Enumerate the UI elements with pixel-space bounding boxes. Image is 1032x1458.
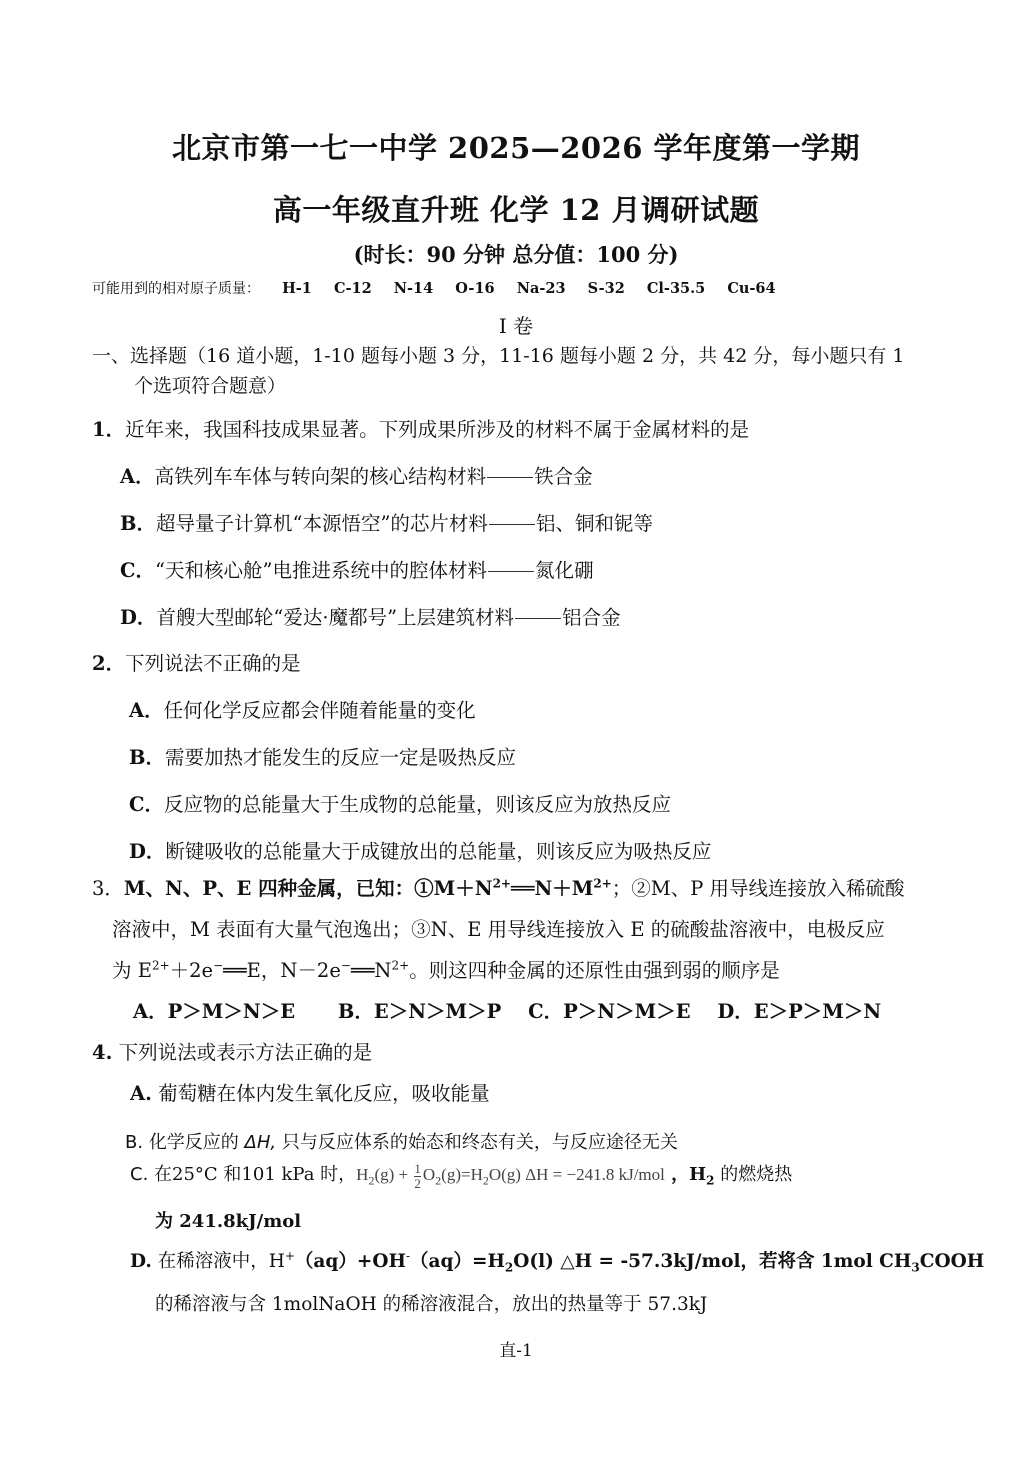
atomic-mass-label: 可能用到的相对原子质量： bbox=[92, 281, 260, 297]
question-number: 1． bbox=[92, 418, 126, 441]
q3-option-c: C．P＞N＞M＞E bbox=[528, 1000, 691, 1023]
dash-line bbox=[488, 571, 534, 572]
q2-option-c: C．反应物的总能量大于生成物的总能量，则该反应为放热反应 bbox=[129, 793, 672, 816]
question-4 bbox=[92, 1037, 372, 1065]
question-3-line2: 溶液中，M 表面有大量气泡逸出；③N、E 用导线连接放入 E 的硫酸盐溶液中，电极反应 bbox=[112, 918, 885, 941]
dash-line bbox=[487, 477, 533, 478]
exam-title-line1: 北京市第一七一中学 2025—2026 学年度第一学期 bbox=[171, 131, 861, 165]
q2-option-d: D．断键吸收的总能量大于成键放出的总能量，则该反应为吸热反应 bbox=[129, 840, 712, 863]
q3-option-b: B．E＞N＞M＞P bbox=[337, 1000, 502, 1023]
atomic-mass-cu: Cu-64 bbox=[727, 280, 776, 297]
q4-option-a: A. 葡萄糖在体内发生氧化反应，吸收能量 bbox=[130, 1082, 490, 1105]
question-2 bbox=[92, 648, 301, 676]
question-stem: 下列说法不正确的是 bbox=[125, 652, 301, 675]
q2-option-a: A．任何化学反应都会伴随着能量的变化 bbox=[129, 699, 476, 722]
page-number: 直-1 bbox=[499, 1341, 533, 1361]
dash-line bbox=[515, 618, 561, 619]
section-instructions-line1: 一、选择题（16 道小题，1-10 题每小题 3 分，11-16 题每小题 2 分，共 42 分，每小题只有 1 bbox=[92, 345, 905, 367]
atomic-mass-o: O-16 bbox=[455, 280, 495, 297]
q4-option-d-line1: D. 在稀溶液中，$H^+(aq)+OH^-(aq)=H_2O(l)$ △H = -57.3kJ/mol，若将含 1mol $CH_3COOH$ bbox=[130, 1248, 985, 1275]
section-instructions-line2: 个选项符合题意） bbox=[134, 375, 287, 397]
question-3-line3: 为 $E^{2+}+2e^-══E$，$N-2e^-══N^{2+}$。则这四种金属的还原性由强到弱的顺序是 bbox=[112, 958, 780, 982]
q3-option-a: A．P＞M＞N＞E bbox=[133, 1000, 296, 1023]
exam-title-line2: 高一年级直升班 化学 12 月调研试题 bbox=[272, 193, 760, 227]
atomic-mass-na: Na-23 bbox=[516, 280, 566, 297]
fraction-one-half: $\frac{1}{2}$ bbox=[414, 1160, 421, 1191]
q4-option-b: B. 化学反应的 ΔH, 只与反应体系的始态和终态有关，与反应途径无关 bbox=[125, 1132, 678, 1153]
atomic-masses bbox=[92, 278, 776, 298]
question-number: 2． bbox=[92, 652, 126, 675]
question-stem: 下列说法或表示方法正确的是 bbox=[118, 1041, 373, 1064]
q3-options bbox=[133, 996, 881, 1024]
q4-option-d-line2: 的稀溶液与含 1molNaOH 的稀溶液混合，放出的热量等于 57.3kJ bbox=[155, 1294, 708, 1315]
question-3-line1: 3．M、N、P、E 四种金属，已知：$①M+N^{2+}══N+M^{2+}$；②M、P 用导线连接放入稀硫酸 bbox=[92, 876, 905, 900]
atomic-mass-c: C-12 bbox=[333, 280, 372, 297]
exam-duration-score: (时长：90 分钟 总分值：100 分) bbox=[353, 242, 679, 267]
atomic-mass-s: S-32 bbox=[587, 280, 625, 297]
q4-option-c-line2: 为 241.8kJ/mol bbox=[155, 1211, 302, 1232]
q4-option-c-line1: C. 在25°C 和101 kPa 时，$H_2(g)$ + $\frac{1}{2}$ $O_2(g)=H_2O(g) \Delta H = -241.8$ kJ/mol ，$H_2$ 的燃烧热 bbox=[130, 1160, 793, 1191]
atomic-mass-h: H-1 bbox=[282, 280, 312, 297]
part-label: Ⅰ 卷 bbox=[498, 314, 534, 338]
question-stem: 近年来，我国科技成果显著。下列成果所涉及的材料不属于金属材料的是 bbox=[125, 418, 750, 441]
q1-option-c: C．“天和核心舱”电推进系统中的腔体材料 氮化硼 bbox=[120, 559, 594, 582]
question-number: 4. bbox=[92, 1041, 113, 1064]
q1-option-d: D．首艘大型邮轮“爱达·魔都号”上层建筑材料 铝合金 bbox=[120, 606, 621, 629]
dash-line bbox=[489, 524, 535, 525]
question-1 bbox=[92, 414, 749, 442]
q1-option-a: A．高铁列车车体与转向架的核心结构材料 铁合金 bbox=[120, 465, 593, 488]
thermochemical-equation: $H_2(g)$ + $\frac{1}{2}$ $O_2(g)=H_2O(g) \Delta H = -241.8$ kJ/mol bbox=[356, 1160, 665, 1191]
atomic-mass-n: N-14 bbox=[393, 280, 434, 297]
atomic-mass-cl: Cl-35.5 bbox=[646, 280, 706, 297]
q1-option-b: B．超导量子计算机“本源悟空”的芯片材料 铝、铜和铌等 bbox=[120, 512, 653, 535]
q2-option-b: B．需要加热才能发生的反应一定是吸热反应 bbox=[129, 746, 516, 769]
q3-option-d: D．E＞P＞M＞N bbox=[717, 1000, 882, 1023]
question-number: 3． bbox=[92, 877, 124, 900]
